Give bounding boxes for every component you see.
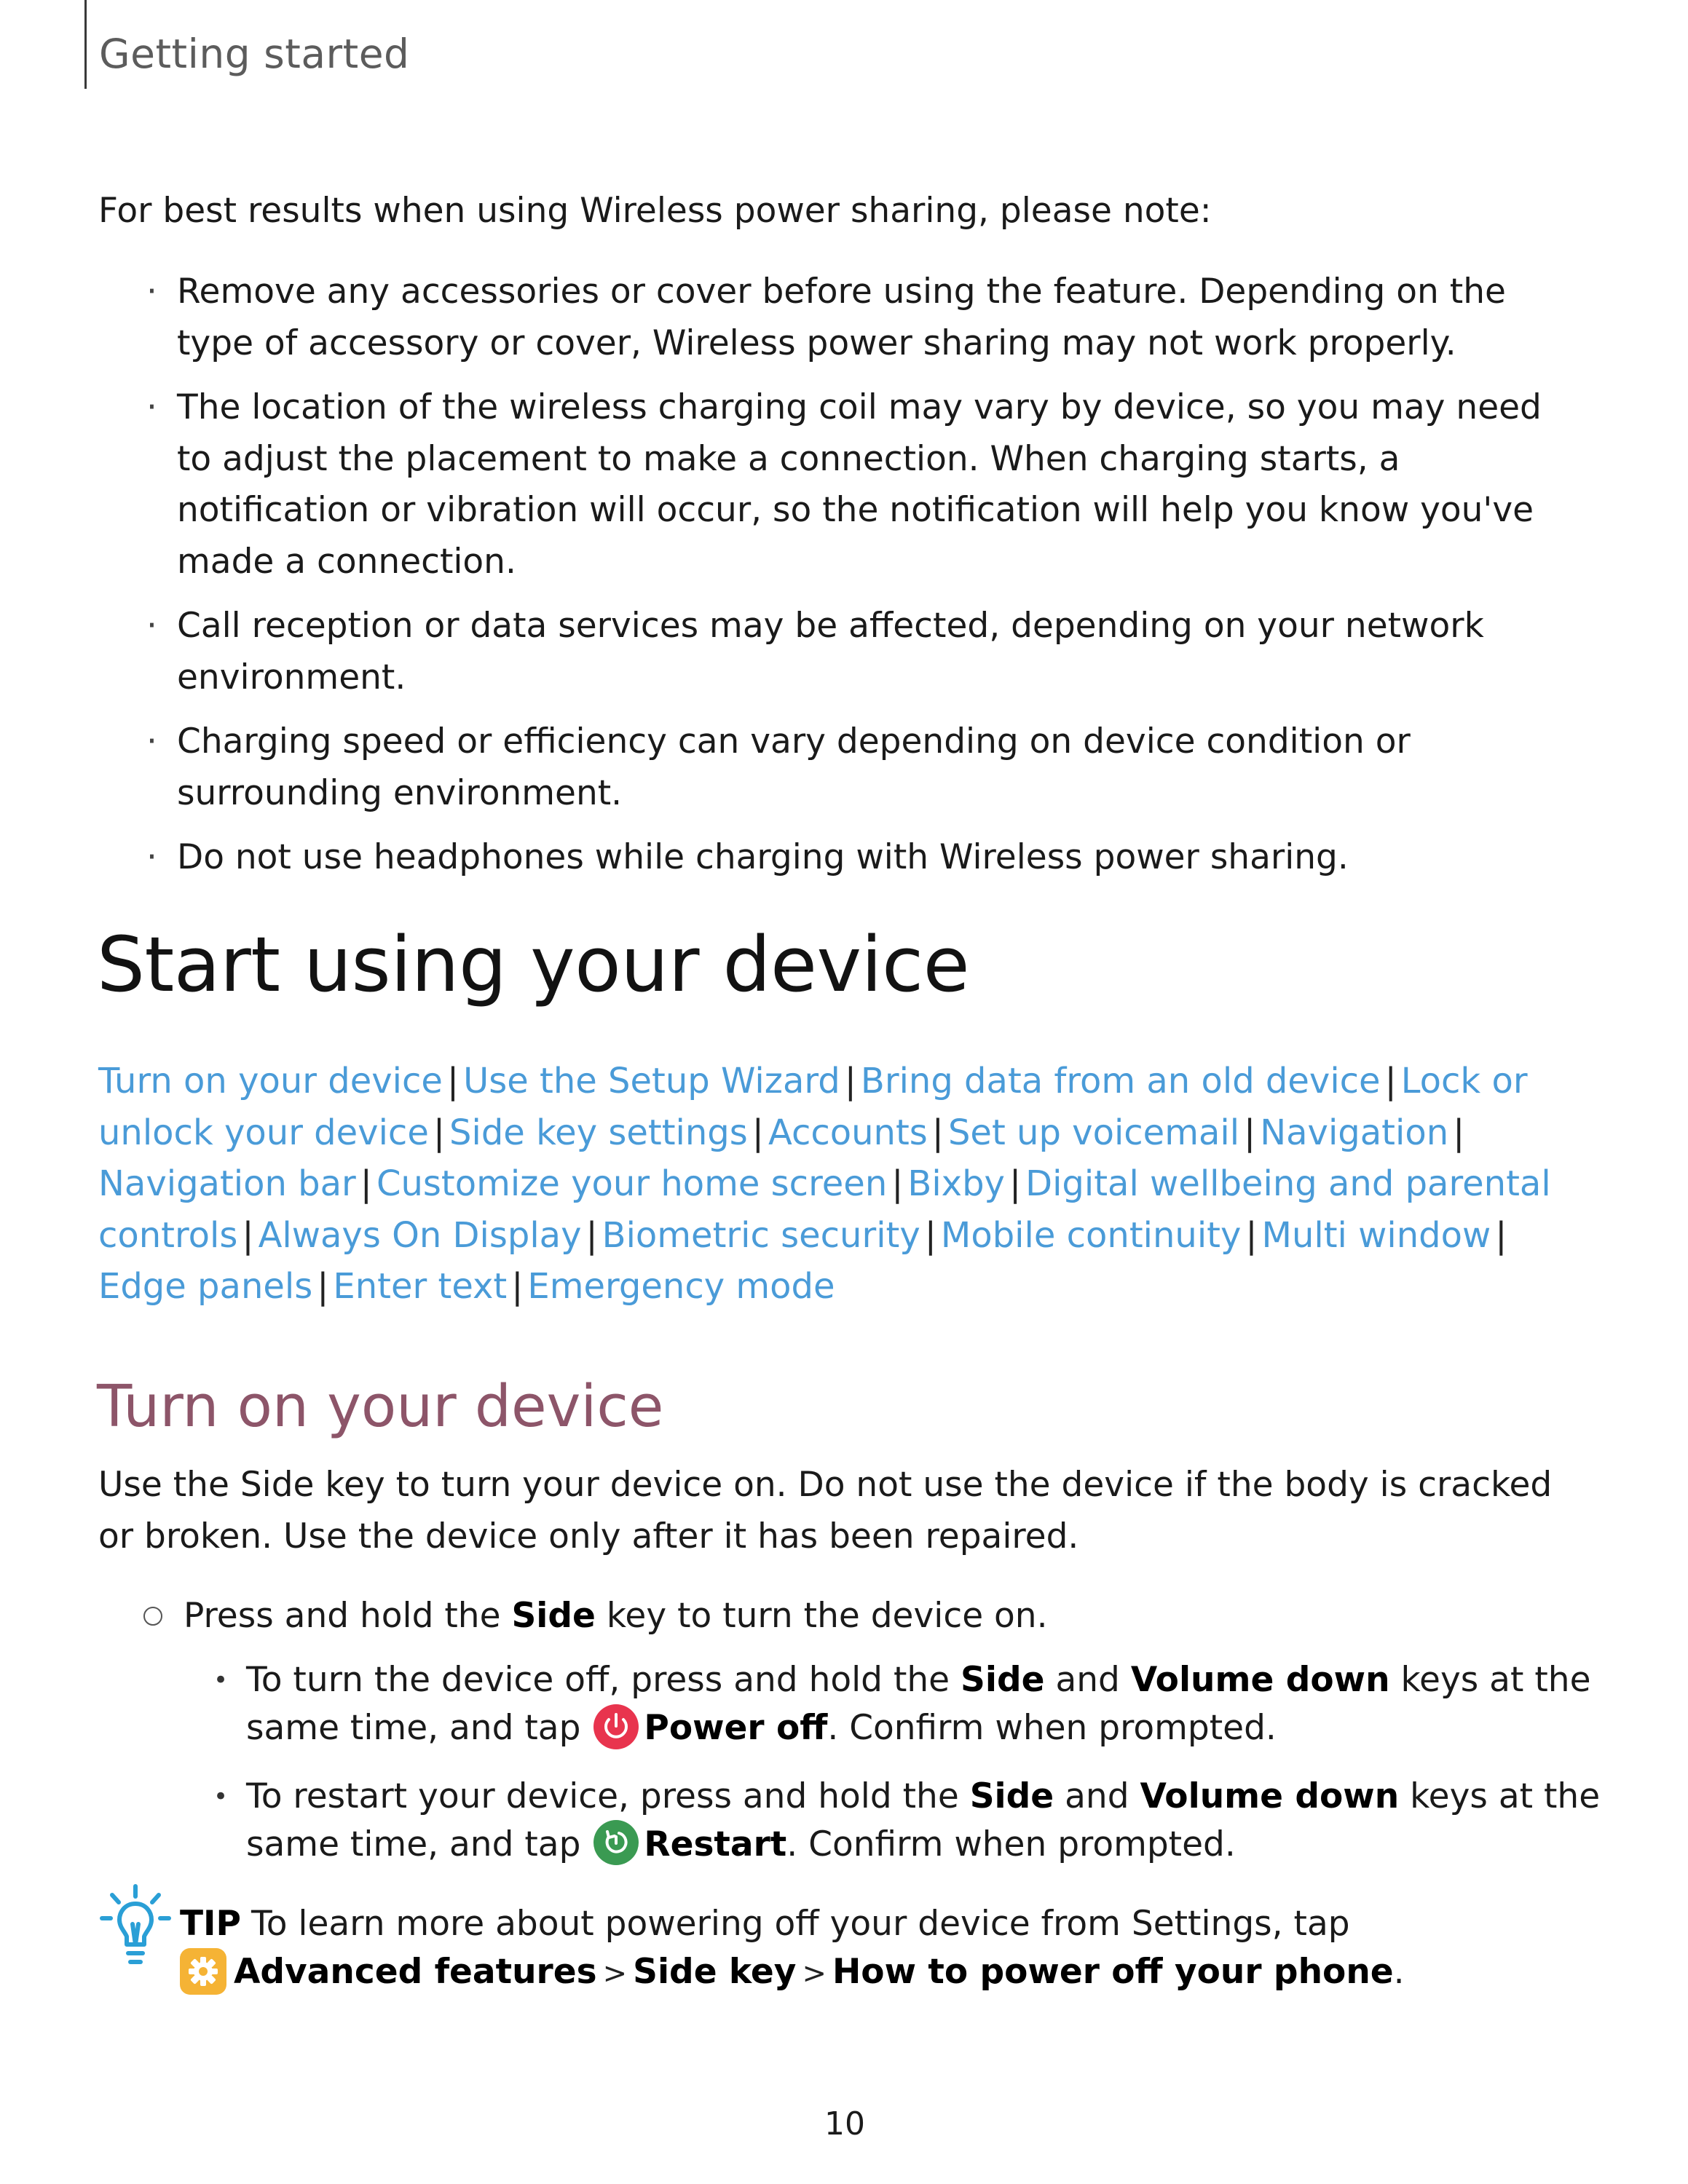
toc-separator: |	[1244, 1112, 1256, 1153]
toc-line	[98, 1056, 1598, 1107]
tip-text: To learn more about powering off your device from Settings, tap	[251, 1904, 1350, 1944]
toc-link-voicemail[interactable]: Set up voicemail	[947, 1112, 1240, 1153]
sub-line	[246, 1656, 1630, 1704]
side-key-label: Side	[511, 1596, 596, 1636]
sub-line	[246, 1704, 1630, 1754]
toc-separator: |	[1495, 1214, 1507, 1256]
toc-separator: |	[891, 1163, 904, 1204]
toc-link-multi-window[interactable]: Multi window	[1261, 1214, 1491, 1256]
section-title: Start using your device	[97, 920, 970, 1009]
body-line: Use the Side key to turn your device on. Do not use the device if the body is cracked	[98, 1465, 1553, 1505]
note-line: · Do not use headphones while charging with Wireless power sharing.	[177, 837, 1349, 877]
toc-link-navigation-bar[interactable]: Navigation bar	[98, 1163, 356, 1204]
breadcrumb-separator: >	[802, 1957, 827, 1990]
tip-box	[180, 1900, 1593, 1998]
gear-icon	[180, 1948, 226, 1995]
lightbulb-icon	[99, 1882, 172, 1969]
list-item	[246, 1656, 1630, 1754]
toc-link-lock-unlock[interactable]: unlock your device	[98, 1112, 429, 1153]
toc-link-lock-unlock[interactable]: Lock or	[1400, 1061, 1528, 1101]
list-item	[177, 716, 1619, 819]
step-text: Press and hold the	[184, 1596, 512, 1636]
note-line: type of accessory or cover, Wireless power sharing may not work properly.	[177, 323, 1456, 363]
list-item	[177, 266, 1619, 369]
side-key-label: Side	[961, 1660, 1045, 1700]
subsection-title: Turn on your device	[97, 1373, 664, 1440]
toc-link-digital-wellbeing[interactable]: controls	[98, 1214, 238, 1256]
note-line: environment.	[177, 657, 406, 697]
notes-list	[177, 266, 1619, 897]
list-item	[177, 382, 1619, 587]
power-off-phone-label: How to power off your phone	[832, 1952, 1394, 1992]
toc-separator: |	[931, 1112, 944, 1153]
restart-label: Restart	[644, 1824, 787, 1864]
note-line: · Remove any accessories or cover before using the feature. Depending on the	[177, 272, 1506, 312]
toc-link-emergency-mode[interactable]: Emergency mode	[527, 1266, 835, 1307]
side-key-crumb-label: Side key	[633, 1952, 797, 1992]
toc-link-bring-data[interactable]: Bring data from an old device	[860, 1061, 1381, 1101]
sub-text: keys at the	[1389, 1660, 1591, 1700]
sub-text: and	[1044, 1660, 1131, 1700]
toc-separator: |	[585, 1214, 598, 1256]
breadcrumb-separator: >	[602, 1957, 628, 1990]
toc-link-mobile-continuity[interactable]: Mobile continuity	[940, 1214, 1242, 1256]
note-line: notification or vibration will occur, so the notification will help you know you've	[177, 490, 1534, 530]
sub-text: keys at the	[1399, 1776, 1601, 1816]
sub-text: To restart your device, press and hold the	[246, 1776, 970, 1816]
power-off-label: Power off	[644, 1708, 828, 1748]
tip-label: TIP	[180, 1904, 241, 1944]
toc-link-bixby[interactable]: Bixby	[907, 1163, 1005, 1204]
sub-line	[246, 1773, 1630, 1821]
toc-separator: |	[433, 1112, 446, 1153]
note-line: · The location of the wireless charging coil may vary by device, so you may need	[177, 387, 1542, 427]
toc-link-navigation[interactable]: Navigation	[1260, 1112, 1449, 1153]
toc-separator: |	[1453, 1112, 1465, 1153]
toc-separator: |	[1245, 1214, 1258, 1256]
note-line: · Call reception or data services may be affected, depending on your network	[177, 606, 1484, 646]
sub-text: same time, and tap	[246, 1708, 592, 1748]
toc-separator: |	[242, 1214, 254, 1256]
toc-separator: |	[446, 1061, 460, 1101]
restart-icon	[593, 1819, 639, 1866]
toc-link-edge-panels[interactable]: Edge panels	[98, 1266, 313, 1307]
step-circle-icon	[143, 1607, 162, 1626]
toc-link-enter-text[interactable]: Enter text	[333, 1266, 508, 1307]
intro-paragraph: For best results when using Wireless power sharing, please note:	[98, 191, 1212, 231]
advanced-features-label: Advanced features	[234, 1952, 597, 1992]
toc-separator: |	[1384, 1061, 1397, 1101]
volume-down-key-label: Volume down	[1140, 1776, 1400, 1816]
subsection-body	[98, 1460, 1598, 1562]
toc-line	[98, 1107, 1598, 1159]
toc-link-turn-on[interactable]: Turn on your device	[98, 1061, 443, 1101]
toc-separator: |	[511, 1266, 524, 1307]
toc-link-side-key[interactable]: Side key settings	[449, 1112, 748, 1153]
toc-link-home-screen[interactable]: Customize your home screen	[376, 1163, 888, 1204]
chapter-header: Getting started	[99, 31, 410, 77]
note-line: surrounding environment.	[177, 772, 623, 813]
sub-text: To turn the device off, press and hold the	[246, 1660, 961, 1700]
toc-separator: |	[1009, 1163, 1022, 1204]
toc-line	[98, 1261, 1598, 1313]
section-toc	[98, 1056, 1598, 1313]
toc-link-digital-wellbeing[interactable]: Digital wellbeing and parental	[1025, 1163, 1551, 1204]
side-key-label: Side	[969, 1776, 1054, 1816]
power-options-list	[246, 1656, 1630, 1888]
toc-separator: |	[317, 1266, 329, 1307]
page-number: 10	[824, 2105, 865, 2143]
toc-line	[98, 1158, 1598, 1210]
toc-separator: |	[924, 1214, 936, 1256]
list-item	[177, 832, 1619, 884]
toc-link-biometric-security[interactable]: Biometric security	[602, 1214, 920, 1256]
toc-separator: |	[752, 1112, 764, 1153]
step-press-side-key	[184, 1591, 1048, 1642]
step-text: key to turn the device on.	[595, 1596, 1048, 1636]
toc-link-always-on-display[interactable]: Always On Display	[258, 1214, 582, 1256]
body-line: or broken. Use the device only after it has been repaired.	[98, 1516, 1079, 1556]
sub-text: . Confirm when prompted.	[827, 1708, 1277, 1748]
sub-text: and	[1054, 1776, 1140, 1816]
note-line: · Charging speed or efficiency can vary depending on device condition or	[177, 721, 1411, 761]
toc-separator: |	[360, 1163, 372, 1204]
toc-link-accounts[interactable]: Accounts	[768, 1112, 928, 1153]
list-item	[177, 601, 1619, 703]
tip-line	[180, 1900, 1593, 1948]
power-off-icon	[593, 1704, 639, 1750]
toc-separator: |	[844, 1061, 856, 1101]
toc-link-setup-wizard[interactable]: Use the Setup Wizard	[463, 1061, 840, 1101]
note-line: to adjust the placement to make a connection. When charging starts, a	[177, 438, 1400, 479]
toc-line	[98, 1210, 1598, 1262]
sub-text: same time, and tap	[246, 1824, 592, 1864]
sub-line	[246, 1821, 1630, 1870]
list-item	[246, 1773, 1630, 1870]
header-rule	[84, 0, 87, 89]
tip-breadcrumb	[180, 1948, 1593, 1998]
volume-down-key-label: Volume down	[1130, 1660, 1390, 1700]
tip-end: .	[1393, 1952, 1405, 1992]
note-line: made a connection.	[177, 541, 516, 582]
sub-text: . Confirm when prompted.	[786, 1824, 1236, 1864]
